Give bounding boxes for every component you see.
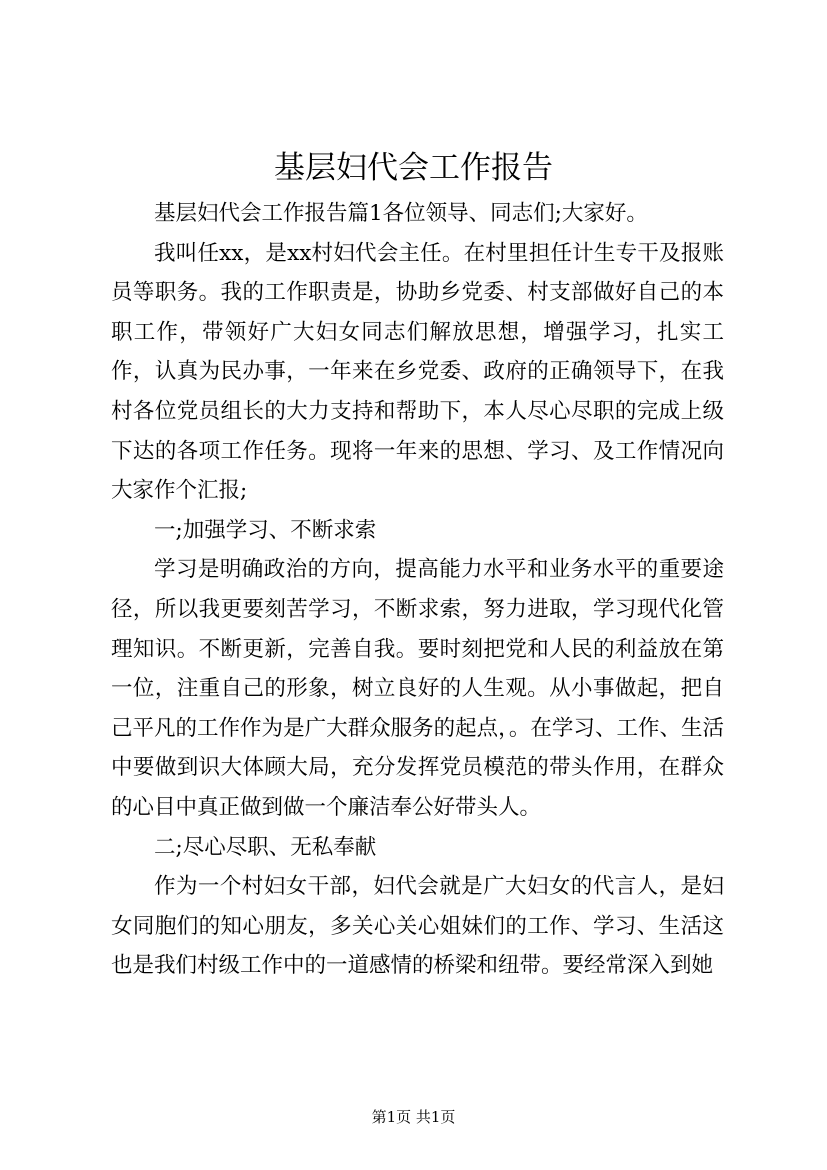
paragraph-self-introduction: 我叫任xx，是xx村妇代会主任。在村里担任计生专干及报账员等职务。我的工作职责是，协助乡党委、村支部做好自己的本职工作，带领好广大妇女同志们解放思想，增强学习，扎实工作，认真为民办事，一年来在乡党委、政府的正确领导下，在我村各位党员组长的大力支持和帮助下，本人尽心尽职的完成上级下达的各项工作任务。现将一年来的思想、学习、及工作情况向大家作个汇报; xyxy=(111,240,724,504)
page-number-footer: 第1页 共1页 xyxy=(371,1108,456,1126)
paragraph-intro: 基层妇代会工作报告篇1各位领导、同志们;大家好。 xyxy=(154,201,648,226)
paragraph-section-2: 作为一个村妇女干部，妇代会就是广大妇女的代言人，是妇女同胞们的知心朋友，多关心关心姐妹们的工作、学习、生活这也是我们村级工作中的一道感情的桥梁和纽带。要经常深入到她 xyxy=(111,874,724,979)
section-heading-1: 一;加强学习、不断求索 xyxy=(154,517,377,543)
document-body xyxy=(111,194,724,986)
paragraph-section-1: 学习是明确政治的方向，提高能力水平和业务水平的重要途径，所以我更要刻苦学习，不断求索，努力进取，学习现代化管理知识。不断更新，完善自我。要时刻把党和人民的利益放在第一位，注重自己的形象，树立良好的人生观。从小事做起，把自己平凡的工作作为是广大群众服务的起点，。在学习、工作、生活中要做到识大体顾大局，充分发挥党员模范的带头作用，在群众的心目中真正做到做一个廉洁奉公好带头人。 xyxy=(111,557,724,820)
document-title: 基层妇代会工作报告 xyxy=(274,150,553,186)
section-heading-2: 二;尽心尽职、无私奉献 xyxy=(154,834,377,860)
